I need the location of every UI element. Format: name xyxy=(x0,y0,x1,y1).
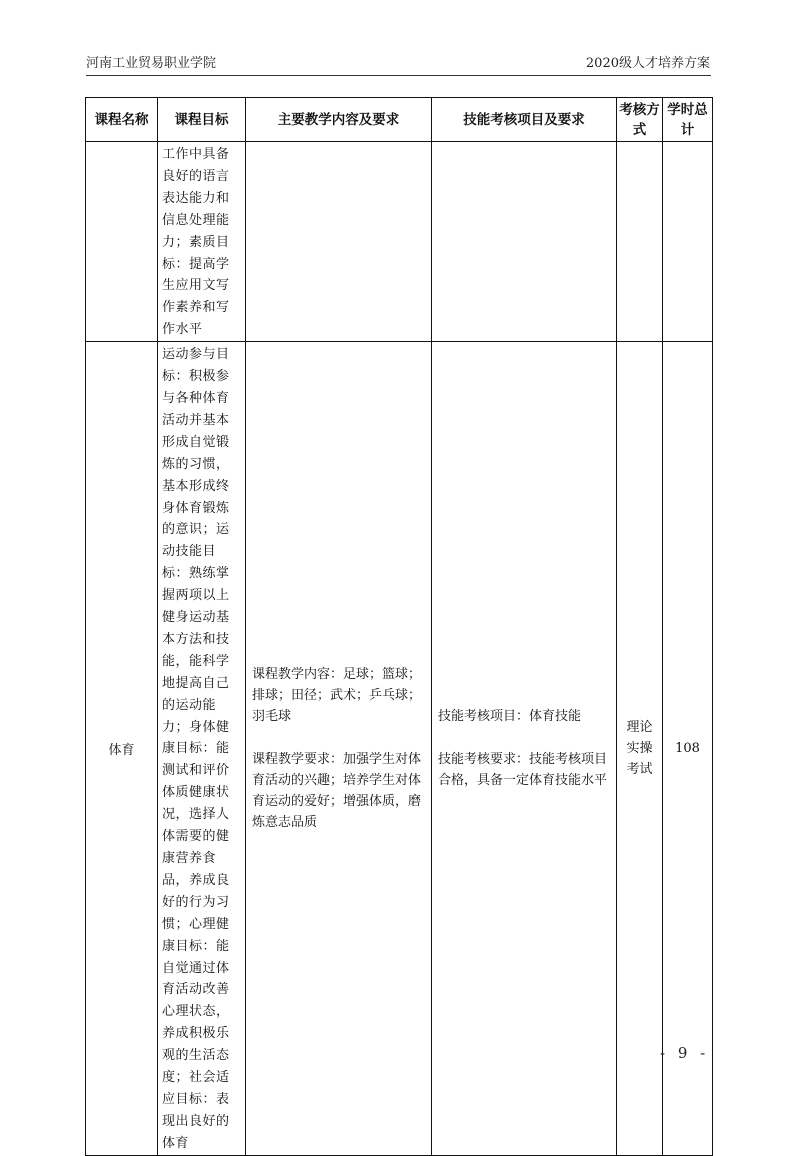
exam-method-cell xyxy=(617,142,663,342)
course-name-cell: 体育 xyxy=(86,342,158,1156)
header-rule xyxy=(86,75,711,76)
header-document-title: 2020级人才培养方案 xyxy=(585,56,710,71)
page-header xyxy=(86,54,710,74)
col-header-skill: 技能考核项目及要求 xyxy=(432,98,617,142)
table-header-row xyxy=(86,98,713,142)
table-row xyxy=(86,342,713,1156)
col-header-course-goal: 课程目标 xyxy=(158,98,246,142)
content-requirements: 课程教学要求：加强学生对体育活动的兴趣；培养学生对体育运动的爱好；增强体质，磨炼意志品质 xyxy=(252,751,422,830)
page-number: - 9 - xyxy=(660,1044,710,1062)
content-cell xyxy=(246,342,432,1156)
course-goal-cell: 工作中具备良好的语言表达能力和信息处理能力；素质目标：提高学生应用文写作素养和写作水平 xyxy=(158,142,246,342)
col-header-course-name: 课程名称 xyxy=(86,98,158,142)
header-institution: 河南工业贸易职业学院 xyxy=(86,56,217,71)
total-hours-cell: 108 xyxy=(663,342,713,1156)
col-header-exam-method: 考核方式 xyxy=(617,98,663,142)
content-cell xyxy=(246,142,432,342)
skill-cell xyxy=(432,342,617,1156)
course-name-cell xyxy=(86,142,158,342)
skill-requirements: 技能考核要求：技能考核项目合格，具备一定体育技能水平 xyxy=(438,751,608,788)
table-row xyxy=(86,142,713,342)
total-hours-cell xyxy=(663,142,713,342)
col-header-content: 主要教学内容及要求 xyxy=(246,98,432,142)
skill-items: 技能考核项目：体育技能 xyxy=(438,708,582,724)
col-header-total-hours: 学时总计 xyxy=(663,98,713,142)
content-items: 课程教学内容：足球；篮球；排球；田径；武术；乒乓球；羽毛球 xyxy=(252,666,422,724)
exam-method-cell: 理论实操考试 xyxy=(617,342,663,1156)
course-goal-cell: 运动参与目标：积极参与各种体育活动并基本形成自觉锻炼的习惯，基本形成终身体育锻炼的意识；运动技能目标：熟练掌握两项以上健身运动基本方法和技能，能科学地提高自己的运动能力；身体健康目标：能测试和评价体质健康状况，选择人体需要的健康营养食品，养成良好的行为习惯；心理健康目标：能自觉通过体育活动改善心理状态，养成积极乐观的生活态度；社会适应目标：表现出良好的体育 xyxy=(158,342,246,1156)
curriculum-table xyxy=(85,97,713,1156)
skill-cell xyxy=(432,142,617,342)
